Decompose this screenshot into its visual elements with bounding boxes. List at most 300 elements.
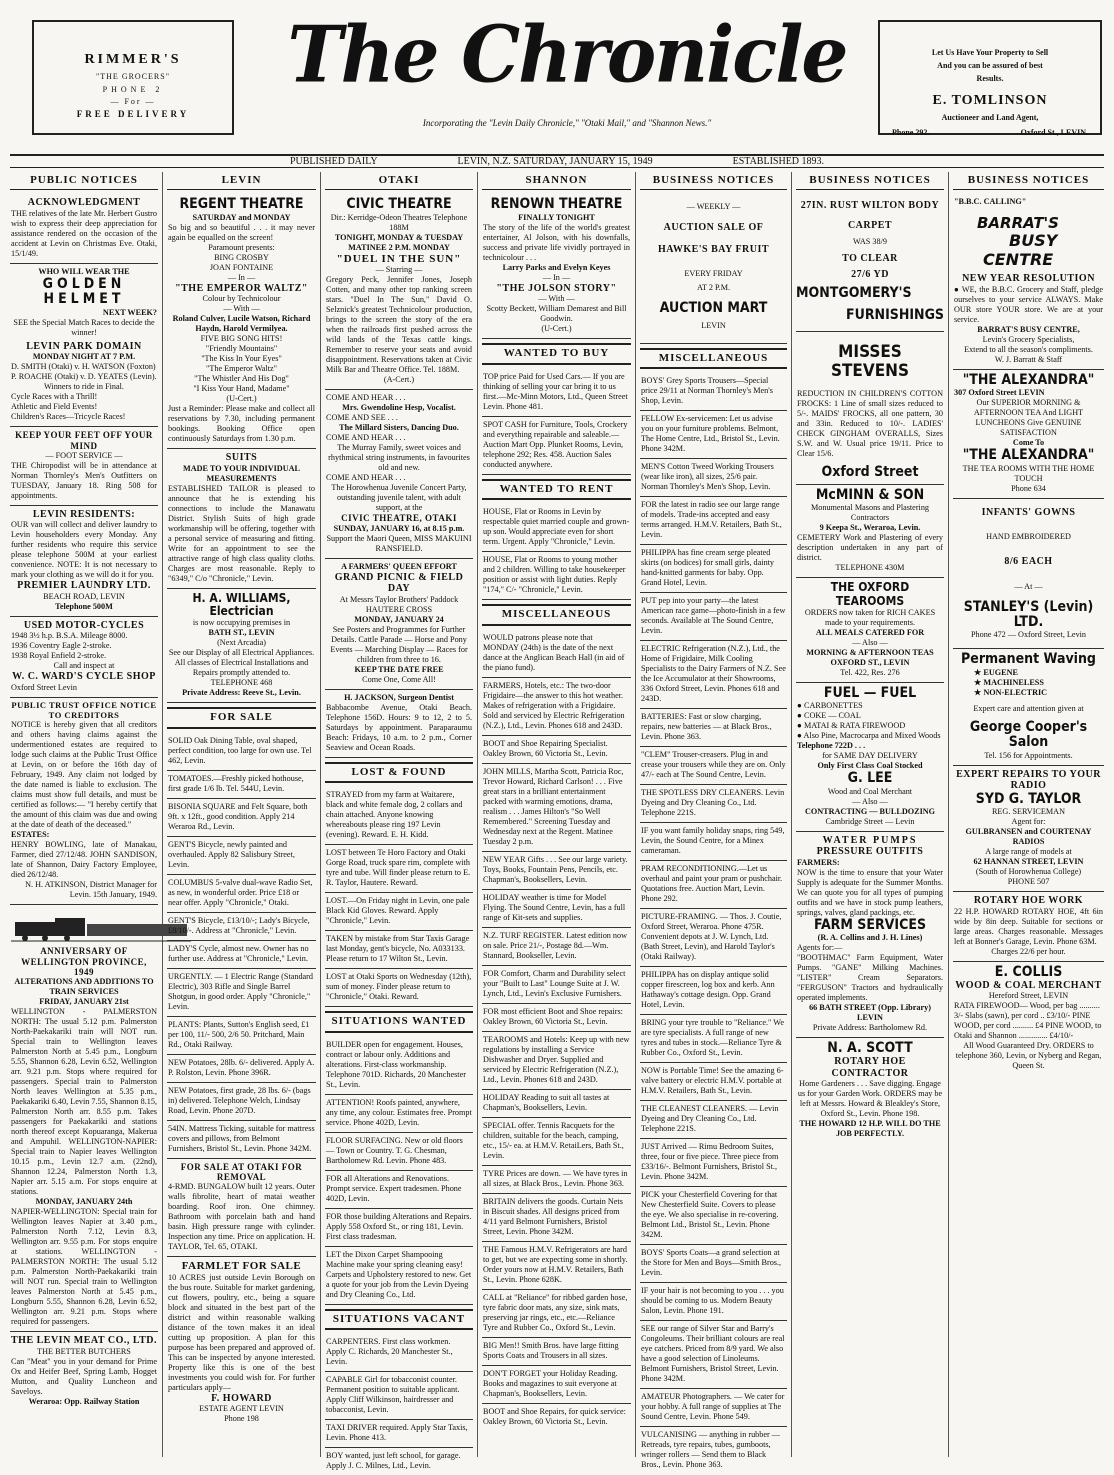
company-address: BEACH ROAD, LEVIN [43,591,125,601]
ad-address: Cambridge Street — Levin [825,816,915,826]
classified-ad: MEN'S Cotton Tweed Working Trousers (wear like iron), all sizes, 25/6 pair. Norman Thornley's Men's Shop, Levin. [640,459,787,497]
mcminn-ad [796,485,944,578]
logo-word: BARRAT'S [976,214,1059,233]
established: ESTABLISHED 1893. [732,156,825,167]
classified-ad: PRAM RECONDITIONING.—Let us overhaul and paint your pram or pushchair. Quotations free. Auction Mart, Levin. Phone 292. [640,861,787,909]
classified-ad: TEAROOMS and Hotels: Keep up with new regulations by installing a Service Dishwasher and Dryer. Supplied and serviced by Electric Refrigeration (N.Z.), Ltd., Levin. Phones 618 and 243D. [482,1032,631,1090]
misses-stevens-ad [796,332,944,485]
picnic-ad [325,559,473,690]
list-item: 1936 Coventry Eagle 2-stroke. [11,641,112,651]
masthead [10,8,1104,153]
notice-body: SEE the Special Match Races to decide the winner! [13,317,155,337]
ad-address: BATH ST., LEVIN [208,628,275,638]
tomlinson-name: E. TOMLINSON [932,93,1048,108]
acknowledgment-notice [10,194,158,264]
classified-ad: BIG Men!! Smith Bros. have large fitting Sports Coats and Trousers in all sizes. [482,1338,631,1366]
theatre-name: CIVIC THEATRE [346,196,452,213]
star-name: JOAN FONTAINE [209,262,274,272]
radio-repairs-ad [953,766,1104,892]
ad-agents: "BOOTHMAC" Farm Equipment, Water Pumps. "GANE" Milking Machines. "LISTER" Cream Separators. "FERGUSON" Tractors and hydraulically operated implements. [797,952,943,1002]
ad-private-address: Private Address: Bartholomew Rd. [812,1022,928,1032]
ad-heading: EXPERT REPAIRS TO YOUR RADIO [956,768,1101,792]
published-daily: PUBLISHED DAILY [289,156,378,167]
ad-company-line2: FURNISHINGS [846,306,944,323]
classified-ad: THE Famous H.M.V. Refrigerators are hard to get, but we are expecting some in shortly. Order yours now at H.M.V. Retailers, Bath St., Levin. Phone 628K. [482,1242,631,1290]
newspaper-title: The Chronicle [287,9,847,101]
film-title: "DUEL IN THE SUN" [336,252,462,265]
concert-line: Mrs. Gwendoline Hesp, Vocalist. [342,403,456,413]
ad-heading: FARMLET FOR SALE [181,1260,302,1273]
ad-line: Only First Class Coal Stocked [817,761,923,771]
logo-word: BUSY [1008,231,1057,251]
ad-line: REG. SERVICEMAN [991,807,1066,817]
notice-subtitle: NEXT WEEK? [102,307,157,317]
column-shannon [482,174,631,1454]
ad-line: HAND EMBROIDERED [986,532,1071,542]
classified-ad: FOR most efficient Boot and Shoe repairs: Oakley Brown, 60 Victoria St., Levin. [482,1004,631,1032]
wave-item: ★ EUGENE [974,667,1018,677]
ad-body: ORDERS now taken for RICH CAKES made to your requirements. [804,607,936,627]
rimmers-ad-box [32,20,234,135]
notice-signature: N. H. ATKINSON, District Manager for Levin. 15th January, 1949. [25,880,157,900]
suits-ad [167,449,316,589]
classified-ad: LOST.—On Friday night in Levin, one pale Black Kid Gloves. Reward. Apply "Chronicle," Levin. [325,893,473,931]
ad-company: G. LEE [847,770,893,787]
ad-address: Oxford Street [821,463,919,480]
ad-address: 307 Oxford Street LEVIN [954,388,1045,398]
ad-company: AUCTION MART [659,300,768,317]
ad-heading: N. A. SCOTT [827,1039,913,1056]
ad-body: The story of the life of the world's greatest entertainer, Al Jolson, with his downfalls, success and private life vividly portrayed in technicolour . . . [483,222,630,262]
classified-ad: JOHN MILLS, Martha Scott, Patricia Roc, Trevor Howard, Richard Carlson! . . . Five great stars in a brilliant entertainment packed with warming emotions, drama, realism . . . James Hilton's "So Well Remembered." Screening Tuesday and Wednesday next at the Regent. Matinee Tuesday 2 p.m. [482,764,631,852]
notice-heading: PUBLIC TRUST OFFICE NOTICE TO CREDITORS [11,699,157,720]
classified-ad: BUILDER open for engagement. Houses, contract or labour only. Additions and alterations. First-class workmanship. Telephone 701D. Richards, 20 Manchester St., Levin. [325,1037,473,1095]
ad-heading: McMINN & SON [815,486,925,503]
ad-company: George Cooper's Salon [969,718,1088,751]
ad-price: 8/6 EACH [1004,556,1053,568]
ad-starring: — Starring — [375,265,423,275]
ad-heading: INFANTS' GOWNS [981,506,1076,518]
ad-heading: 27IN. RUST WILTON BODY [800,200,940,212]
classified-ad: ELECTRIC Refrigeration (N.Z.), Ltd., the Home of Frigidaire, Milk Cooling Specialists to the Dairy Farmers of N.Z. See the Ice Accumulator at their Showrooms, 336 Oxford Street, Levin. Phones 618 and 243D. [640,641,787,709]
rimmers-name: RIMMER'S [84,52,182,67]
section-heading-situations-vacant: SITUATIONS VACANT [325,1309,473,1330]
notice-body: NOTICE is hereby given that all creditors and others having claims against the undermentioned estates are required to lodge such claims at the Public Trust Office at Levin, on or before the 16th day of February, 1949. Any claim not lodged by the date named is liable to exclusion. The claims must show full details, and must be certified as follows:— "I hereby certify that the amount of this claim was due and owing at the date of death of the deceased." [11,720,157,830]
ad-day: EVERY FRIDAY [684,269,743,279]
barrats-logo [969,211,1089,269]
newspaper-page [10,8,1104,1470]
classified-ad: FOR those building Alterations and Repairs. Apply 558 Oxford St., or ring 181, Levin. First class tradesman. [325,1209,473,1247]
list-item: 1938 Royal Enfield 2-stroke. [11,651,107,661]
ad-body: ESTABLISHED TAILOR is pleased to announce that he is extending his connections to include the Manawatu District. Stylish Suits of high grade workmanship will be offering, together with a personal service of measuring and fitting. Write for an appointment to see the attractive range of high class quality cloths. Charges are most reasonable. Reply to "6349," C/o "Chronicle," Levin. [168,483,315,583]
oxford-tearooms-ad [796,578,944,682]
railways-notice [10,905,158,1332]
ad-line: THE TEA ROOMS WITH THE HOME TOUCH [962,463,1095,483]
column-business-notices-3 [953,174,1104,1454]
notice-date: MONDAY, JANUARY 24th [35,1197,133,1207]
ad-company: MONTGOMERY'S [796,285,912,302]
ad-also: — Also — [852,796,888,806]
ad-signature: W. J. Barratt & Staff [994,354,1063,364]
tomlinson-line1: Let Us Have Your Property to Sell [931,48,1049,57]
notice-body: THE relatives of the late Mr. Herbert Gustro wish to express their deep appreciation for assistance rendered on the occasion of the accident at Levin on Christmas Eve. Otaki, 15/1/49. [11,208,157,258]
farmlet-ad [167,1257,316,1428]
golden-helmet-notice [10,264,158,427]
concert-ad [325,390,473,558]
classified-ad: BOYS' Sports Coats—a grand selection at the Store for Men and Boys—Smith Bros., Levin. [640,1245,787,1283]
column-public-notices [10,174,158,1454]
rotary-hoe-contractor-ad [796,1038,944,1143]
ad-venue: At Messrs Taylor Brothers' Paddock [339,594,459,604]
ad-heading: "THE ALEXANDRA" [962,371,1095,388]
tomlinson-address: Oxford St., LEVIN. [1020,128,1088,137]
classified-ad: FARMERS, Hotels, etc.: The two-door Frigidaire—the answer to this hot weather. Makes of refrigeration with a Frigidaire. Sold and serviced by Electric Refrigeration (N.Z.), Ltd., Levin. Phones 618 and 243D. [482,678,631,736]
notice-body: Can "Meat" you in your demand for Prime Ox and Heifer Beef, Spring Lamb, Hogget Mutton, and Quality Luncheon and Saveloys. [11,1356,157,1396]
notice-note: Winners to ride in Final. [44,382,124,392]
ad-address: 62 HANNAN STREET, LEVIN [973,857,1084,867]
notice-subtitle: — FOOT SERVICE — [45,450,123,460]
company-phone: Telephone 500M [55,601,113,611]
ad-heading: Permanent Waving [961,651,1096,668]
ad-body: Babbacombe Avenue, Otaki Beach. Telephone 156D. Hours: 9 to 12, 2 to 5. Saturdays by appointment. Paraparaumu Beach: Fridays, 10 a.m. to 2 p.m., Corner Seaview and Ocean Roads. [326,702,472,752]
collis-ad [953,962,1104,1076]
classified-ad: SEE our range of Silver Star and Barry's Congoleums. Their brilliant colours are real eye catchers. Priced from 8/9 yard. We also have a good selection of Linoleums. Belmont Furnishers, Bristol Street, Levin. Phone 342M. [640,1321,787,1389]
ad-note: THE HOWARD 12 H.P. WILL DO THE JOB PERFECTLY. [799,1119,941,1139]
dentist-ad [325,690,473,758]
classified-ad: HOUSE, Flat or Rooms to young mother and 2 children. Willing to take housekeeper position or assist with light duties. Reply "174," C/- "Chronicle," Levin. [482,552,631,600]
ad-note: Come One, Come All! [362,674,436,684]
notice-body: WELLINGTON - PALMERSTON NORTH: The usual 5.12 p.m. Palmerston North-Paekakariki train will NOT run. Special train to Wellington leaves Palmerston North at 5.45 p.m., Longburn 5.55, Shannon 6.28, Levin 6.52, Wellington arr. 9.21 p.m. Stops where required for passengers. Special train to Palmerston North leaves Wellington at 5.35 p.m., Paekakariki 6.40, Levin 7.55, Shannon 8.15, Palmerston North arr. 8.55 p.m. Takes passengers for Paekakariki and stations north thereof except Kopuaranga, Makerua and Ampuhil. WELLINGTON-NAPIER: Special train to Napier leaves Wellington 10.15 p.m., Levin 12.7 a.m. (22nd), Shannon 12.24, Palmerston North 1.3, Napier arr. 5.15 a.m. For stops enquire at stations. [11,1007,157,1197]
venue-title: LEVIN PARK DOMAIN [26,340,142,352]
ad-also: — Also — [852,637,888,647]
notice-heading: ACKNOWLEDGMENT [27,197,141,209]
star-name: BING CROSBY [214,252,269,262]
concert-line: The Millard Sisters, Dancing Duo. [339,423,459,433]
classified-ad: N.Z. TURF REGISTER. Latest edition now on sale. Price 21/-, Postage 8d.—Wm. Stannard, Bookseller, Levin. [482,928,631,966]
rimmers-for: — For — [110,97,156,106]
classified-ad: BRITAIN delivers the goods. Curtain Nets in Biscuit shades. All designs priced from 4/11 yard Belmont Furnishers, Bristol Street, Levin. Phone 342M. [482,1194,631,1242]
infants-gowns-ad [953,499,1104,650]
notice-heading: ANNIVERSARY OF WELLINGTON PROVINCE, 1949 [21,946,147,978]
ad-body: ● WE, the B.B.C. Grocery and Staff, pledge ourselves to your service ALWAYS. Make OUR store YOUR store. We are at your service. [954,284,1103,324]
theatre-director: Dir.: Kerridge-Odeon Theatres Telephone 188M [330,212,468,232]
ad-address: 9 Keepa St., Weraroa, Levin. [819,523,921,533]
classified-ad: GENT'S Bicycle, £13/10/-; Lady's Bicycle, £8/10/-. Address at "Chronicle," Levin. [167,913,316,941]
classified-ad: BATTERIES: Fast or slow charging, repairs, new batteries — at Black Bros., Levin. Phone 363. [640,709,787,747]
company-name: THE LEVIN MEAT CO., LTD. [11,1335,158,1347]
section-heading-wanted-to-rent: WANTED TO RENT [482,479,631,500]
classified-ad: GENT'S Bicycle, newly painted and overhauled. Apply 82 Salisbury Street, Levin. [167,837,316,875]
ad-heading: ROTARY HOE WORK [973,895,1084,907]
ad-line: ALL MEALS CATERED FOR [815,627,925,637]
classified-ad: BOYS' Grey Sports Trousers—Special price 29/11 at Norman Thornley's Men's Shop, Levin. [640,373,787,411]
ad-with: — With — [538,294,575,304]
estates-label: ESTATES: [11,830,50,840]
company-name: PREMIER LAUNDRY LTD. [17,580,151,592]
column-otaki [325,174,473,1470]
song-title: "Friendly Mountains" [205,344,278,354]
column-heading: BUSINESS NOTICES [953,174,1104,190]
ad-title: HAWKE'S BAY FRUIT [657,243,770,255]
match-line: P. ROACHE (Otaki) v. D. YEATES (Levin). [11,372,157,382]
column-heading: PUBLIC NOTICES [10,174,158,190]
ad-body: NOW is the time to ensure that your Water Supply is adequate for the Summer Months. We can quote you for all types of pumping outfits and we have in stock pump leathers, springs, valves, gland packings, etc. [797,867,943,917]
ad-old-price: WAS 38/9 [853,237,887,247]
ad-heading: SUITS [225,452,258,464]
film-title: "THE JOLSON STORY" [496,282,617,294]
bungalow-ad [167,1159,316,1258]
classified-ad: HOUSE, Flat or Rooms in Levin by respectable quiet married couple and grown-up son. Would appreciate even for short term. Urgent. Apply "Chronicle," Levin. [482,504,631,552]
classified-ad: NOW is Portable Time! See the amazing 6-valve battery or electric H.M.V. portable at H.M.V. Retailers, Bath St., Levin. [640,1063,787,1101]
ad-line: Wood and Coal Merchant [827,786,913,796]
ad-address: Phone 472 — Oxford Street, Levin [970,630,1087,640]
ad-owners: (R. A. Collins and J. H. Lines) [817,932,923,942]
cast-list: Roland Culver, Lucile Watson, Richard Haydn, Harold Vermilyea. [172,314,311,334]
company-tagline: THE BETTER BUTCHERS [37,1346,131,1356]
section-heading-miscellaneous: MISCELLANEOUS [482,604,631,625]
notice-heading: KEEP YOUR FEET OFF YOUR MIND [15,430,153,451]
ad-price: 27/6 YD [851,268,889,280]
classified-ad: NEW YEAR Gifts . . . See our large variety. Toys, Books, Fountain Pens, Pencils, etc. Chapman's, Booksellers, Levin. [482,852,631,890]
column-rule [635,172,636,1457]
train-icon [11,912,191,942]
ad-phone: Tel. 156 for Appointments. [984,750,1073,760]
barrats-ad [953,194,1104,370]
ad-price: Charges 22/6 per hour. [991,946,1066,956]
certificate: (U-Cert.) [226,394,257,404]
ad-body: Monumental Masons and Plastering Contractors [810,503,930,523]
ad-heading: H. JACKSON, Surgeon Dentist [344,692,454,702]
classified-ad: TOMATOES.—Freshly picked hothouse, first grade 1/6 lb. Tel. 544U, Levin. [167,771,316,799]
tomlinson-ad-box [878,20,1102,135]
estates-list: HENRY BOWLING, late of Manakau, Farmer, died 27/12/48. JOHN SANDISON, late of Shannon, Dairy Factory Employee, died 26/12/48. [11,840,157,880]
classified-ad: PUT pep into your party—the latest American race game—photo-finish in a few seconds. Available at The Sound Centre, Levin. [640,593,787,641]
song-heading: FIVE BIG SONG HITS! [200,334,283,344]
ad-phone: TELEPHONE 468 [210,678,273,688]
column-rule [477,172,478,1457]
ad-in: — In — [542,272,571,282]
classified-ad: CAPABLE Girl for tobacconist counter. Permanent position to suitable applicant. Apply Cliff Wilkinson, hairdresser and tobacconist, Levin. [325,1372,473,1420]
rotary-hoe-ad [953,892,1104,962]
ad-body: is now occupying premises in [192,618,291,628]
classified-ad: PLANTS: Plants, Sutton's English seed, £1 per 100, 11/- 500, 2/6 50. Pritchard, Main Rd., Otaki Railway. [167,1017,316,1055]
ad-note: (Next Arcadia) [217,638,266,648]
ad-line: A large range of models at [985,847,1072,857]
classified-ad: VULCANISING — anything in rubber — Retreads, tyre repairs, tubes, gumboots, wringer rollers — Send them to Black Bros., Levin. Phone 363. [641,1430,780,1470]
section-heading-miscellaneous: MISCELLANEOUS [640,348,787,369]
ad-note: Colour by Technicolour [202,294,281,304]
ad-body: 4-RMD. BUNGALOW built 12 years. Outer walls fibrolite, heart of matai weather boarding. Roof iron. One chimney. Bathroom with porcelain bath and hand basin. High pressure range with cylinder. Inspection any time. Price on application. H. TAYLOR, Tel. 65, OTAKI. [168,1182,315,1252]
classified-ad: FELLOW Ex-servicemen: Let us advise you on your furniture problems. Belmont, The Home Centre, Ltd., Bristol St., Levin. Phone 342M. [640,411,787,459]
foot-service-notice [10,427,158,506]
classified-ad: SOLID Oak Dining Table, oval shaped, perfect condition, too large for own use. Tel 462, Levin. [167,733,316,771]
match-line: D. SMITH (Otaki) v. H. WATSON (Foxton) [11,362,156,372]
event-line: Cycle Races with a Thrill! [11,392,98,402]
ad-heading: MISSES STEVENS [830,342,909,381]
carpet-ad [796,194,944,332]
column-business-notices-1 [640,174,787,1470]
ad-location: LEVIN [701,320,726,330]
classified-ad: FLOOR SURFACING. New or old floors — Town or Country. T. G. Chesman, Bartholomew Rd. Levin. Phone 483. [325,1133,473,1171]
fruit-auction-ad [640,194,787,343]
ad-audience: FARMERS: [797,857,840,867]
ad-body: Gregory Peck, Jennifer Jones, Joseph Cotten, and many other top ranking screen stars. "Duel In The Sun," David O. Selznick's greatest Technicolour production, brings to the screen the story of the era when the railroads first pushed across the wild lands of the Texas cattle kings. Remember to reserve your seats and avoid disappointment. Reservations taken at Civic Milk Bar and Theatre Office. Tel. 188M. [326,275,472,375]
notice-title: GOLDEN HELMET [42,275,126,308]
classified-ad: THE CLEANEST CLEANERS. — Levin Dyeing and Dry Cleaning Co., Ltd. Telephone 221S. [640,1101,787,1139]
ad-frequency: — WEEKLY — [686,202,741,212]
wave-item: ★ NON-ELECTRIC [974,687,1048,697]
ad-price-list: RATA FIREWOOD— Wood, per bag .......... 3/- Slabs (sawn), per cord .. £3/10/- PINE WOOD, per cord .......... £4 PINE WOOD, to Otaki and Shannon .............. £4/10/- [954,1001,1102,1041]
tomlinson-role: Auctioneer and Land Agent, [941,113,1039,122]
column-heading: OTAKI [325,174,473,190]
regent-theatre-ad [167,194,316,449]
concert-line: COME AND HEAR . . . [326,393,406,403]
classified-ad: NEW Potatoes, 28lb. 6/- delivered. Apply A. P. Rolston, Levin. Phone 396R. [167,1055,316,1083]
ad-company: SYD G. TAYLOR [975,790,1082,807]
rimmers-phone: PHONE 2 [102,85,164,94]
theatre-name: RENOWN THEATRE [490,196,623,213]
newspaper-subtitle: Incorporating the "Levin Daily Chronicle," "Otaki Mail," and "Shannon News." [422,118,712,128]
classified-ad: BOY wanted, just left school, for garage. Apply J. C. Milnes, Ltd., Levin. [326,1451,461,1470]
agent-phone: Phone 198 [224,1414,259,1424]
tomlinson-line3: Results. [976,74,1004,83]
notice-heading: USED MOTOR-CYCLES [23,619,145,631]
dateline [10,154,1104,168]
ad-action: TO CLEAR [842,253,898,265]
laundry-notice [10,506,158,617]
tomlinson-phone: Phone 292. [892,128,930,137]
ad-heading: NEW YEAR RESOLUTION [962,273,1095,285]
ad-agents-label: Agents for:— [797,942,843,952]
ad-tagline: "B.B.C. CALLING" [954,197,1027,207]
notice-subtitle: ALTERATIONS AND ADDITIONS TO TRAIN SERVICES [14,977,154,997]
classified-ad: LOST at Otaki Sports on Wednesday (12th), sum of money. Finder please return to "Chronicle," Otaki. Reward. [325,969,473,1007]
classified-ad: HOLIDAY Reading to suit all tastes at Chapman's, Booksellers, Levin. [482,1090,631,1118]
classified-ad: LET the Dixon Carpet Shampooing Machine make your spring cleaning easy! Carpets and Upholstery restored to new. Get a quote for your job from the Levin Dyeing and Dry Cleaning Co., Ltd. [325,1247,473,1305]
fuel-ad [796,683,944,832]
wave-item: ★ MACHINELESS [974,677,1044,687]
rimmers-delivery: FREE DELIVERY [76,109,190,119]
company-address: Oxford Street Levin [11,682,77,692]
show-days: FINALLY TONIGHT [518,212,595,222]
song-title: "The Emperor Waltz" [206,364,277,374]
concert-line: The Horowhenua Juvenile Concert Party, outstanding juvenile talent, with adult support, at the [331,483,467,513]
classified-ad: AMATEUR Photographers. — We cater for your hobby. A full range of supplies at The Sound Centre, Levin. Phone 549. [640,1389,787,1427]
ad-subheading: MADE TO YOUR INDIVIDUAL MEASUREMENTS [183,463,300,483]
barrats-busy-centre-logo-icon [969,211,1089,269]
classified-ad: LADY'S Cycle, almost new. Owner has no further use. Address at "Chronicle," Levin. [167,941,316,969]
notice-body: THE Chiropodist will be in attendance at Norman Thornley's Men's Outfitters on TUESDAY, January 18. Ring 508 for appointments. [11,460,157,500]
ad-item: CARPET [847,219,893,231]
classified-ad: SPECIAL offer. Tennis Racquets for the children, suitable for the beach, camping, etc., 15/- ea. at H.M.V. RetaiLers, Bath St., Levin. [482,1118,631,1166]
ad-note: All Wood Guaranteed Dry. ORDERS to telephone 360, Levin, or Nyberg and Regan, Queen St. [955,1041,1102,1071]
column-heading: BUSINESS NOTICES [640,174,787,190]
issue-date: LEVIN, N.Z. SATURDAY, JANUARY 15, 1949 [457,156,653,167]
permanent-waving-ad [953,649,1104,765]
civic-theatre-ad [325,194,473,390]
ad-phone: Phone 634 [1011,483,1046,493]
ad-line: GULBRANSEN and COURTENAY RADIOS [965,827,1092,847]
classified-ad: TAKEN by mistake from Star Taxis Garage last Monday, gent's bicycle, No. A033133. Please return to 17 Wilton St., Levin. [325,931,473,969]
section-heading-for-sale: FOR SALE [167,707,316,728]
fuel-item: ● CARBONETTES [797,701,863,711]
classified-ad: LOST between Te Horo Factory and Otaki Gorge Road, truck spare rim, complete with tyre and tube. Will finder please return to E. R. Taylor, Hautere. Reward. [325,845,473,893]
column-business-notices-2 [796,174,944,1454]
column-levin [167,174,316,1454]
ad-private-address: Private Address: Reeve St., Levin. [182,688,301,698]
ad-subheading: ROTARY HOE CONTRACTOR [831,1056,909,1079]
classified-ad: FOR the latest in radio see our large range of models. Trade-ins accepted and easy terms arranged. H.M.V. Retailers, Bath St., Levin. [640,497,787,545]
ad-at: — At — [1014,581,1043,591]
classified-ad: FOR Comfort, Charm and Durability select your "Built to Last" Lounge Suite at J. W. Lynch, Ltd., Levin's Exclusive Furnishers. [482,966,631,1004]
classified-ad: THE SPOTLESS DRY CLEANERS. Levin Dyeing and Dry Cleaning Co., Ltd. Telephone 221S. [640,785,787,823]
classified-ad: TAXI DRIVER required. Apply Star Taxis, Levin. Phone 413. [325,1420,473,1448]
concert-line: COME AND HEAR . . . [326,433,406,443]
ad-heading: WATER PUMPS [822,834,918,846]
ad-note: CEMETERY Work and Plastering of every description undertaken in any part of district. [797,533,943,563]
classified-ad: PHILIPPA has fine cream serge pleated skirts (on bodices) for small girls, dainty hand-knitted garments for baby. Opp. Grand Hotel, Levin. [640,545,787,593]
event-date: SUNDAY, JANUARY 16, at 8.15 p.m. [333,523,465,533]
ad-time: AT 2 P.M. [696,283,731,293]
ad-line: Extend to all the season's compliments. [964,344,1093,354]
section-heading-wanted-to-buy: WANTED TO BUY [482,343,631,364]
presenter: Paramount presents: [208,242,275,252]
classified-ad: WOULD patrons please note that MONDAY (24th) is the date of the next dance at the Anglican Beach Hall (in aid of the piano fund). [482,630,631,678]
ad-line: CONTRACTING — BULLDOZING [804,806,936,816]
classified-ad: JUST Arrived — Rimu Bedroom Suites, three, four or five piece. Three piece from £33/16/-. Belmont Furnishers, Bristol St., Levin. Phone 342M. [640,1139,787,1187]
classified-ad: DON'T FORGET your Holiday Reading. Books and magazines to suit everyone at Chapman's, Booksellers, Levin. [482,1366,631,1404]
ad-line: Come To [1012,438,1045,448]
electrician-ad [167,589,316,703]
ad-line: Agent for: [1011,817,1046,827]
event-time: MONDAY NIGHT AT 7 P.M. [32,352,136,362]
fuel-item: ● MATAI & RATA FIREWOOD [797,721,906,731]
notice-note: Call and inspect at [53,661,115,671]
song-title: "The Whistler And His Dog" [194,374,289,384]
renown-theatre-ad [482,194,631,339]
section-heading-situations-wanted: SITUATIONS WANTED [325,1011,473,1032]
ad-address: 66 BATH STREET (Opp. Library) LEVIN [809,1002,931,1022]
show-days: SATURDAY and MONDAY [192,212,291,222]
column-rule [320,172,321,1457]
company-name: W. C. WARD'S CYCLE SHOP [12,671,156,683]
ad-line: Expert care and attention given at [973,703,1084,713]
classified-ad: BOOT and Shoe Repairing Specialist. Oakley Brown, 60 Victoria St., Levin. [482,736,631,764]
company-address: Weraroa: Opp. Railway Station [28,1396,140,1406]
ad-heading: E. COLLIS [994,963,1063,980]
certificate: (A-Cert.) [383,375,415,385]
notice-body: OUR van will collect and deliver laundry to Levin householders every Monday. Any further residents who require this service please telephone 500M at your earliest convenience. NOTE: It is not necessary to mark your clothing as we will do it for you. [11,520,157,580]
ad-note: KEEP THE DATE FREE [354,664,444,674]
classified-ad: PICK your Chesterfield Covering for that New Chesterfield Suite. Covers to please the eye. We also specialise in re-covering. Belmont Ltd., Bristol St., Levin. Phone 342M. [640,1187,787,1245]
classified-ad: BOOT and Shoe Repairs, for quick service: Oakley Brown, 60 Victoria St., Levin. [483,1406,626,1426]
ad-reminder: Just a Reminder: Please make and collect all reservations by 7.30, including permanent bookings. Booking Office open continuously Saturdays from 1.30 p.m. [168,404,315,444]
motorcycles-notice [10,617,158,698]
ad-title: GRAND PICNIC & FIELD DAY [334,571,464,595]
show-days: TONIGHT, MONDAY & TUESDAY MATINEE 2 P.M. MONDAY [334,232,464,252]
ad-phone: TELEPHONE 430M [835,563,905,573]
theatre-name: REGENT THEATRE [179,196,304,213]
ad-subheading: WOOD & COAL MERCHANT [955,979,1102,991]
ad-line: Levin's Grocery Specialists, [982,334,1075,344]
event-line: Athletic and Field Events! [11,402,98,412]
event-line: Children's Races—Tricycle Races! [11,412,126,422]
ad-company: BARRAT'S BUSY CENTRE, [977,324,1080,334]
column-heading: SHANNON [482,174,631,190]
ad-line: See our Display of all Electrical Appliances. [168,648,315,658]
classified-ad: BRING your tyre trouble to "Reliance." We are tyre specialists. A full range of new tyres and tubes in stock.—Reliance Tyre & Rubber Co., Oxford St., Levin. [640,1015,787,1063]
meat-co-notice [10,1332,158,1411]
